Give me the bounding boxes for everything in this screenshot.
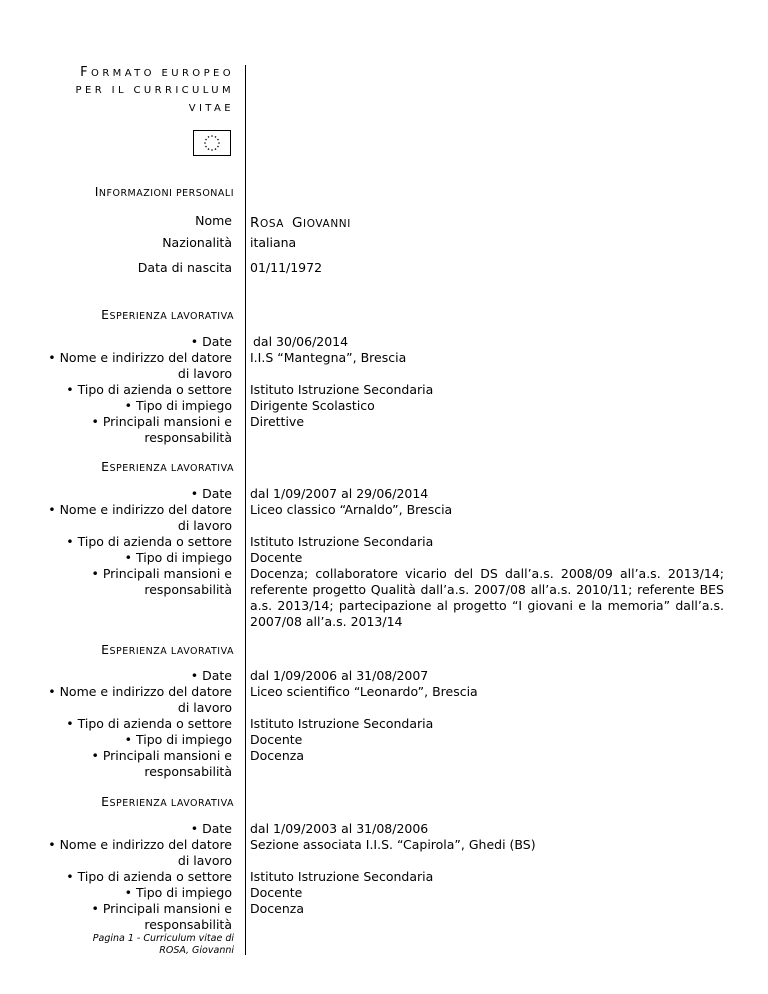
page-footer <box>60 933 234 957</box>
header-title-line1 <box>60 64 234 83</box>
nationality-value: italiana <box>250 235 297 250</box>
job-type-value: Dirigente Scolastico <box>250 398 375 413</box>
duties-label: • Principali mansioni e <box>91 748 232 763</box>
experience-values <box>250 486 724 630</box>
firstname-rest: IOVANNI <box>303 218 351 230</box>
sector-label: • Tipo di azienda o settore <box>66 382 232 397</box>
sector-value: Istituto Istruzione Secondaria <box>250 534 434 549</box>
date-value: dal 30/06/2014 <box>253 334 349 349</box>
birthdate-value: 01/11/1972 <box>250 260 323 275</box>
date-label: • Date <box>190 486 232 501</box>
firstname-initial: G <box>291 215 304 231</box>
job-type-label: • Tipo di impiego <box>124 550 232 565</box>
duties-label: • Principali mansioni e <box>91 414 232 429</box>
employer-value: Sezione associata I.I.S. “Capirola”, Ghedi (BS) <box>250 837 536 852</box>
surname-rest: OSA <box>259 218 285 230</box>
experience-heading <box>60 307 234 322</box>
sector-value: Istituto Istruzione Secondaria <box>250 382 434 397</box>
job-type-value: Docente <box>250 550 303 565</box>
birthdate-label: Data di nascita <box>137 260 232 275</box>
nationality-label: Nazionalità <box>162 235 232 250</box>
surname-initial: R <box>250 215 260 231</box>
eu-flag-icon <box>193 130 231 156</box>
section-initial: E <box>101 794 110 809</box>
section-rest: SPERIENZA LAVORATIVA <box>109 646 234 657</box>
sector-label: • Tipo di azienda o settore <box>66 534 232 549</box>
experience-values <box>250 821 724 917</box>
employer-value: I.I.S “Mantegna”, Brescia <box>250 350 407 365</box>
employer-label-cont: di lavoro <box>177 518 232 533</box>
job-type-label: • Tipo di impiego <box>124 732 232 747</box>
job-type-label: • Tipo di impiego <box>124 885 232 900</box>
duties-label-cont: responsabilità <box>144 917 232 932</box>
duties-value: Docenza; collaboratore vicario del DS dall’a.s. 2008/09 all’a.s. 2013/14; referente progetto Qualità dall’a.s. 2007/08 all’a.s. 2010/11; referente BES a.s. 2013/14; partecipazione al progetto “I giovani e la memoria” dall’a.s. 2007/08 all’a.s. 2013/14 <box>250 566 724 629</box>
job-type-value: Docente <box>250 732 303 747</box>
duties-label-cont: responsabilità <box>144 430 232 445</box>
date-value: dal 1/09/2006 al 31/08/2007 <box>250 668 429 683</box>
header-line1-rest: ORMATO EUROPEO <box>91 68 234 79</box>
personal-info-heading <box>60 184 234 199</box>
employer-value: Liceo classico “Arnaldo”, Brescia <box>250 502 453 517</box>
experience-heading <box>60 794 234 809</box>
section-rest: SPERIENZA LAVORATIVA <box>109 311 234 322</box>
date-label: • Date <box>190 334 232 349</box>
job-type-label: • Tipo di impiego <box>124 398 232 413</box>
employer-label-cont: di lavoro <box>177 366 232 381</box>
experience-labels <box>40 334 232 446</box>
experience-heading <box>60 459 234 474</box>
employer-label-cont: di lavoro <box>177 853 232 868</box>
section-rest: NFORMAZIONI PERSONALI <box>98 188 234 199</box>
duties-value: Docenza <box>250 748 304 763</box>
header-title-line2: PER IL CURRICULUM <box>75 85 234 96</box>
duties-label: • Principali mansioni e <box>91 901 232 916</box>
employer-label: • Nome e indirizzo del datore <box>48 684 232 699</box>
sector-value: Istituto Istruzione Secondaria <box>250 716 434 731</box>
employer-label-cont: di lavoro <box>177 700 232 715</box>
date-value: dal 1/09/2007 al 29/06/2014 <box>250 486 429 501</box>
experience-labels <box>40 821 232 933</box>
date-value: dal 1/09/2003 al 31/08/2006 <box>250 821 429 836</box>
sector-value: Istituto Istruzione Secondaria <box>250 869 434 884</box>
job-type-value: Docente <box>250 885 303 900</box>
duties-label: • Principali mansioni e <box>91 566 232 581</box>
header-initial: F <box>80 65 92 80</box>
date-label: • Date <box>190 821 232 836</box>
experience-values <box>250 334 724 430</box>
footer-line2: ROSA, Giovanni <box>159 945 234 956</box>
name-label: Nome <box>195 213 232 228</box>
section-initial: E <box>101 642 110 657</box>
employer-label: • Nome e indirizzo del datore <box>48 837 232 852</box>
header-title-line3: VITAE <box>188 103 234 114</box>
sector-label: • Tipo di azienda o settore <box>66 869 232 884</box>
employer-label: • Nome e indirizzo del datore <box>48 350 232 365</box>
section-rest: SPERIENZA LAVORATIVA <box>109 798 234 809</box>
experience-values <box>250 668 724 764</box>
name-value <box>250 215 724 232</box>
section-rest: SPERIENZA LAVORATIVA <box>109 463 234 474</box>
experience-labels <box>40 486 232 598</box>
duties-label-cont: responsabilità <box>144 764 232 779</box>
duties-label-cont: responsabilità <box>144 582 232 597</box>
sector-label: • Tipo di azienda o settore <box>66 716 232 731</box>
employer-value: Liceo scientifico “Leonardo”, Brescia <box>250 684 478 699</box>
experience-heading <box>60 642 234 657</box>
column-divider <box>245 65 246 955</box>
duties-value: Docenza <box>250 901 304 916</box>
duties-value: Direttive <box>250 414 305 429</box>
footer-line1: Pagina 1 - Curriculum vitae di <box>92 933 234 944</box>
section-initial: I <box>94 184 99 199</box>
employer-label: • Nome e indirizzo del datore <box>48 502 232 517</box>
section-initial: E <box>101 307 110 322</box>
date-label: • Date <box>190 668 232 683</box>
section-initial: E <box>101 459 110 474</box>
experience-labels <box>40 668 232 780</box>
